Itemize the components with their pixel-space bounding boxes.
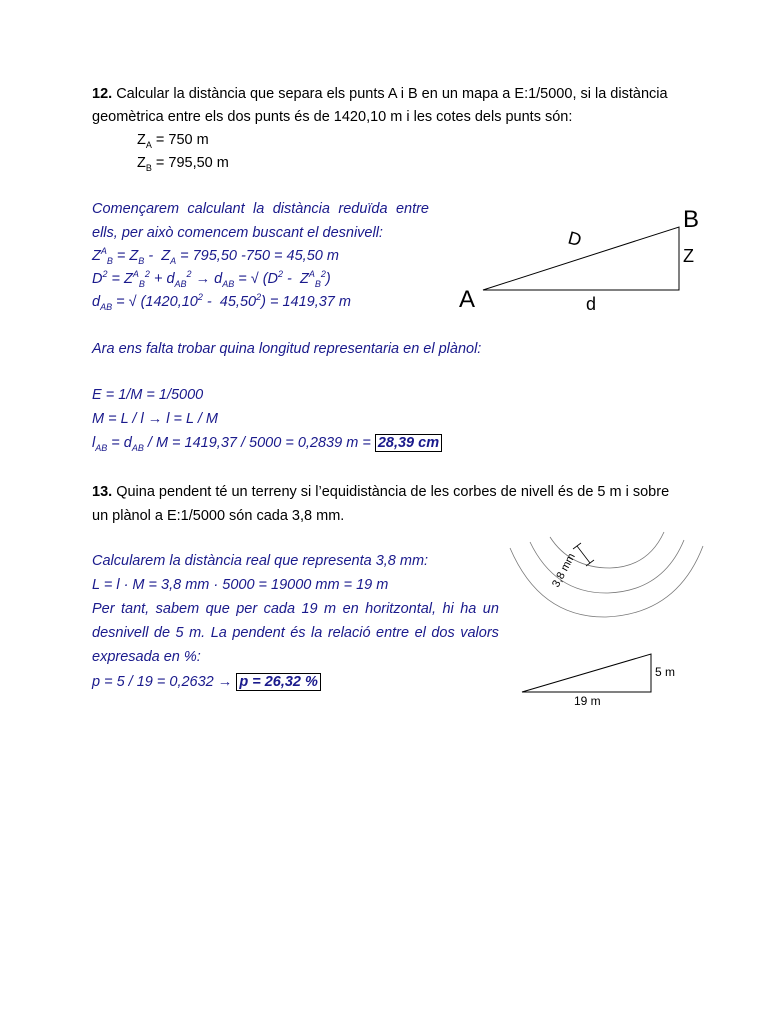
triangle-13 xyxy=(522,654,651,692)
problem-12-number: 12. xyxy=(92,86,113,102)
sol12-line-8: M = L / l → l = L / M xyxy=(92,411,218,427)
label-B: B xyxy=(683,206,700,233)
sol13-line-1: Calcularem la distància real que representa 3,8 mm: xyxy=(92,553,429,569)
problem-13-line-2: un plànol a E:1/5000 són cada 3,8 mm. xyxy=(92,508,345,524)
problem-13-number: 13. xyxy=(92,484,113,500)
problem-12-line-2: geomètrica entre els dos punts és de 1420,10 m i les cotes dels punts són: xyxy=(92,109,573,125)
zb-value: $Z_B = 795,50$ m xyxy=(137,155,229,173)
label-D: D xyxy=(565,227,584,251)
sol13-line-3: Per tant, sabem que per cada 19 m en horitzontal, hi ha un xyxy=(92,601,499,617)
sol12-line-7: E = 1/M = 1/5000 xyxy=(92,387,204,403)
sol12-line-3: $Z^A_B = Z_B - Z_A = 795,50$ -750 = 45,50 m xyxy=(92,246,339,266)
contour-lines xyxy=(510,532,703,617)
sol12-line-4: $D^2 = Z^A_B^2 + d_{AB}^2 \to d_{AB}$ = √ $(D^2 - Z^A_B^2)$ xyxy=(92,269,331,289)
sol12-line-1: Començarem calculant la distància reduïda entre xyxy=(92,201,429,217)
label-Z: Z xyxy=(683,246,694,266)
contour-label: 3,8 mm xyxy=(550,551,578,590)
answer-12-box: 28,39 cm xyxy=(375,434,442,452)
sol12-line-2: ells, per això comencem buscant el desnivell: xyxy=(92,225,383,241)
sol13-line-2: L = l · M = 3,8 mm · 5000 = 19000 mm = 19 m xyxy=(92,577,389,593)
sol13-line-4: desnivell de 5 m. La pendent és la relació entre el dos valors xyxy=(92,625,499,641)
za-value: $Z_A = 750$ m xyxy=(137,132,209,150)
sol12-line-9: $l_{AB} = d_{AB} / M = 1419,37 / 5000 = 0,2839$ m = 28,39 cm xyxy=(92,434,442,452)
answer-13-box: p = 26,32 % xyxy=(236,673,321,691)
sol12-line-5: $d_{AB}$ = √ $(1420,10^2 - 45,50^2) = 1419,37$ m xyxy=(92,292,351,312)
triangle-13-shape xyxy=(522,654,651,692)
triangle-13-horizontal-label: 19 m xyxy=(574,694,601,708)
problem-13-text-1: Quina pendent té un terreny si l’equidistància de les corbes de nivell és de 5 m i sobre xyxy=(112,484,670,500)
contour-outer xyxy=(510,546,703,617)
triangle-13-vertical-label: 5 m xyxy=(655,665,676,679)
contour-measure xyxy=(573,543,594,566)
label-A: A xyxy=(459,286,476,313)
sol12-line-6: Ara ens falta trobar quina longitud representaria en el plànol: xyxy=(92,341,482,357)
sol13-line-6: p = 5 / 19 = 0,2632 → p = 26,32 % xyxy=(92,673,321,691)
label-d: d xyxy=(586,294,597,314)
problem-12-text-1: Calcular la distància que separa els punts A i B en un mapa a E:1/5000, si la distància xyxy=(112,86,668,102)
sol13-line-5: expresada en %: xyxy=(92,649,201,665)
